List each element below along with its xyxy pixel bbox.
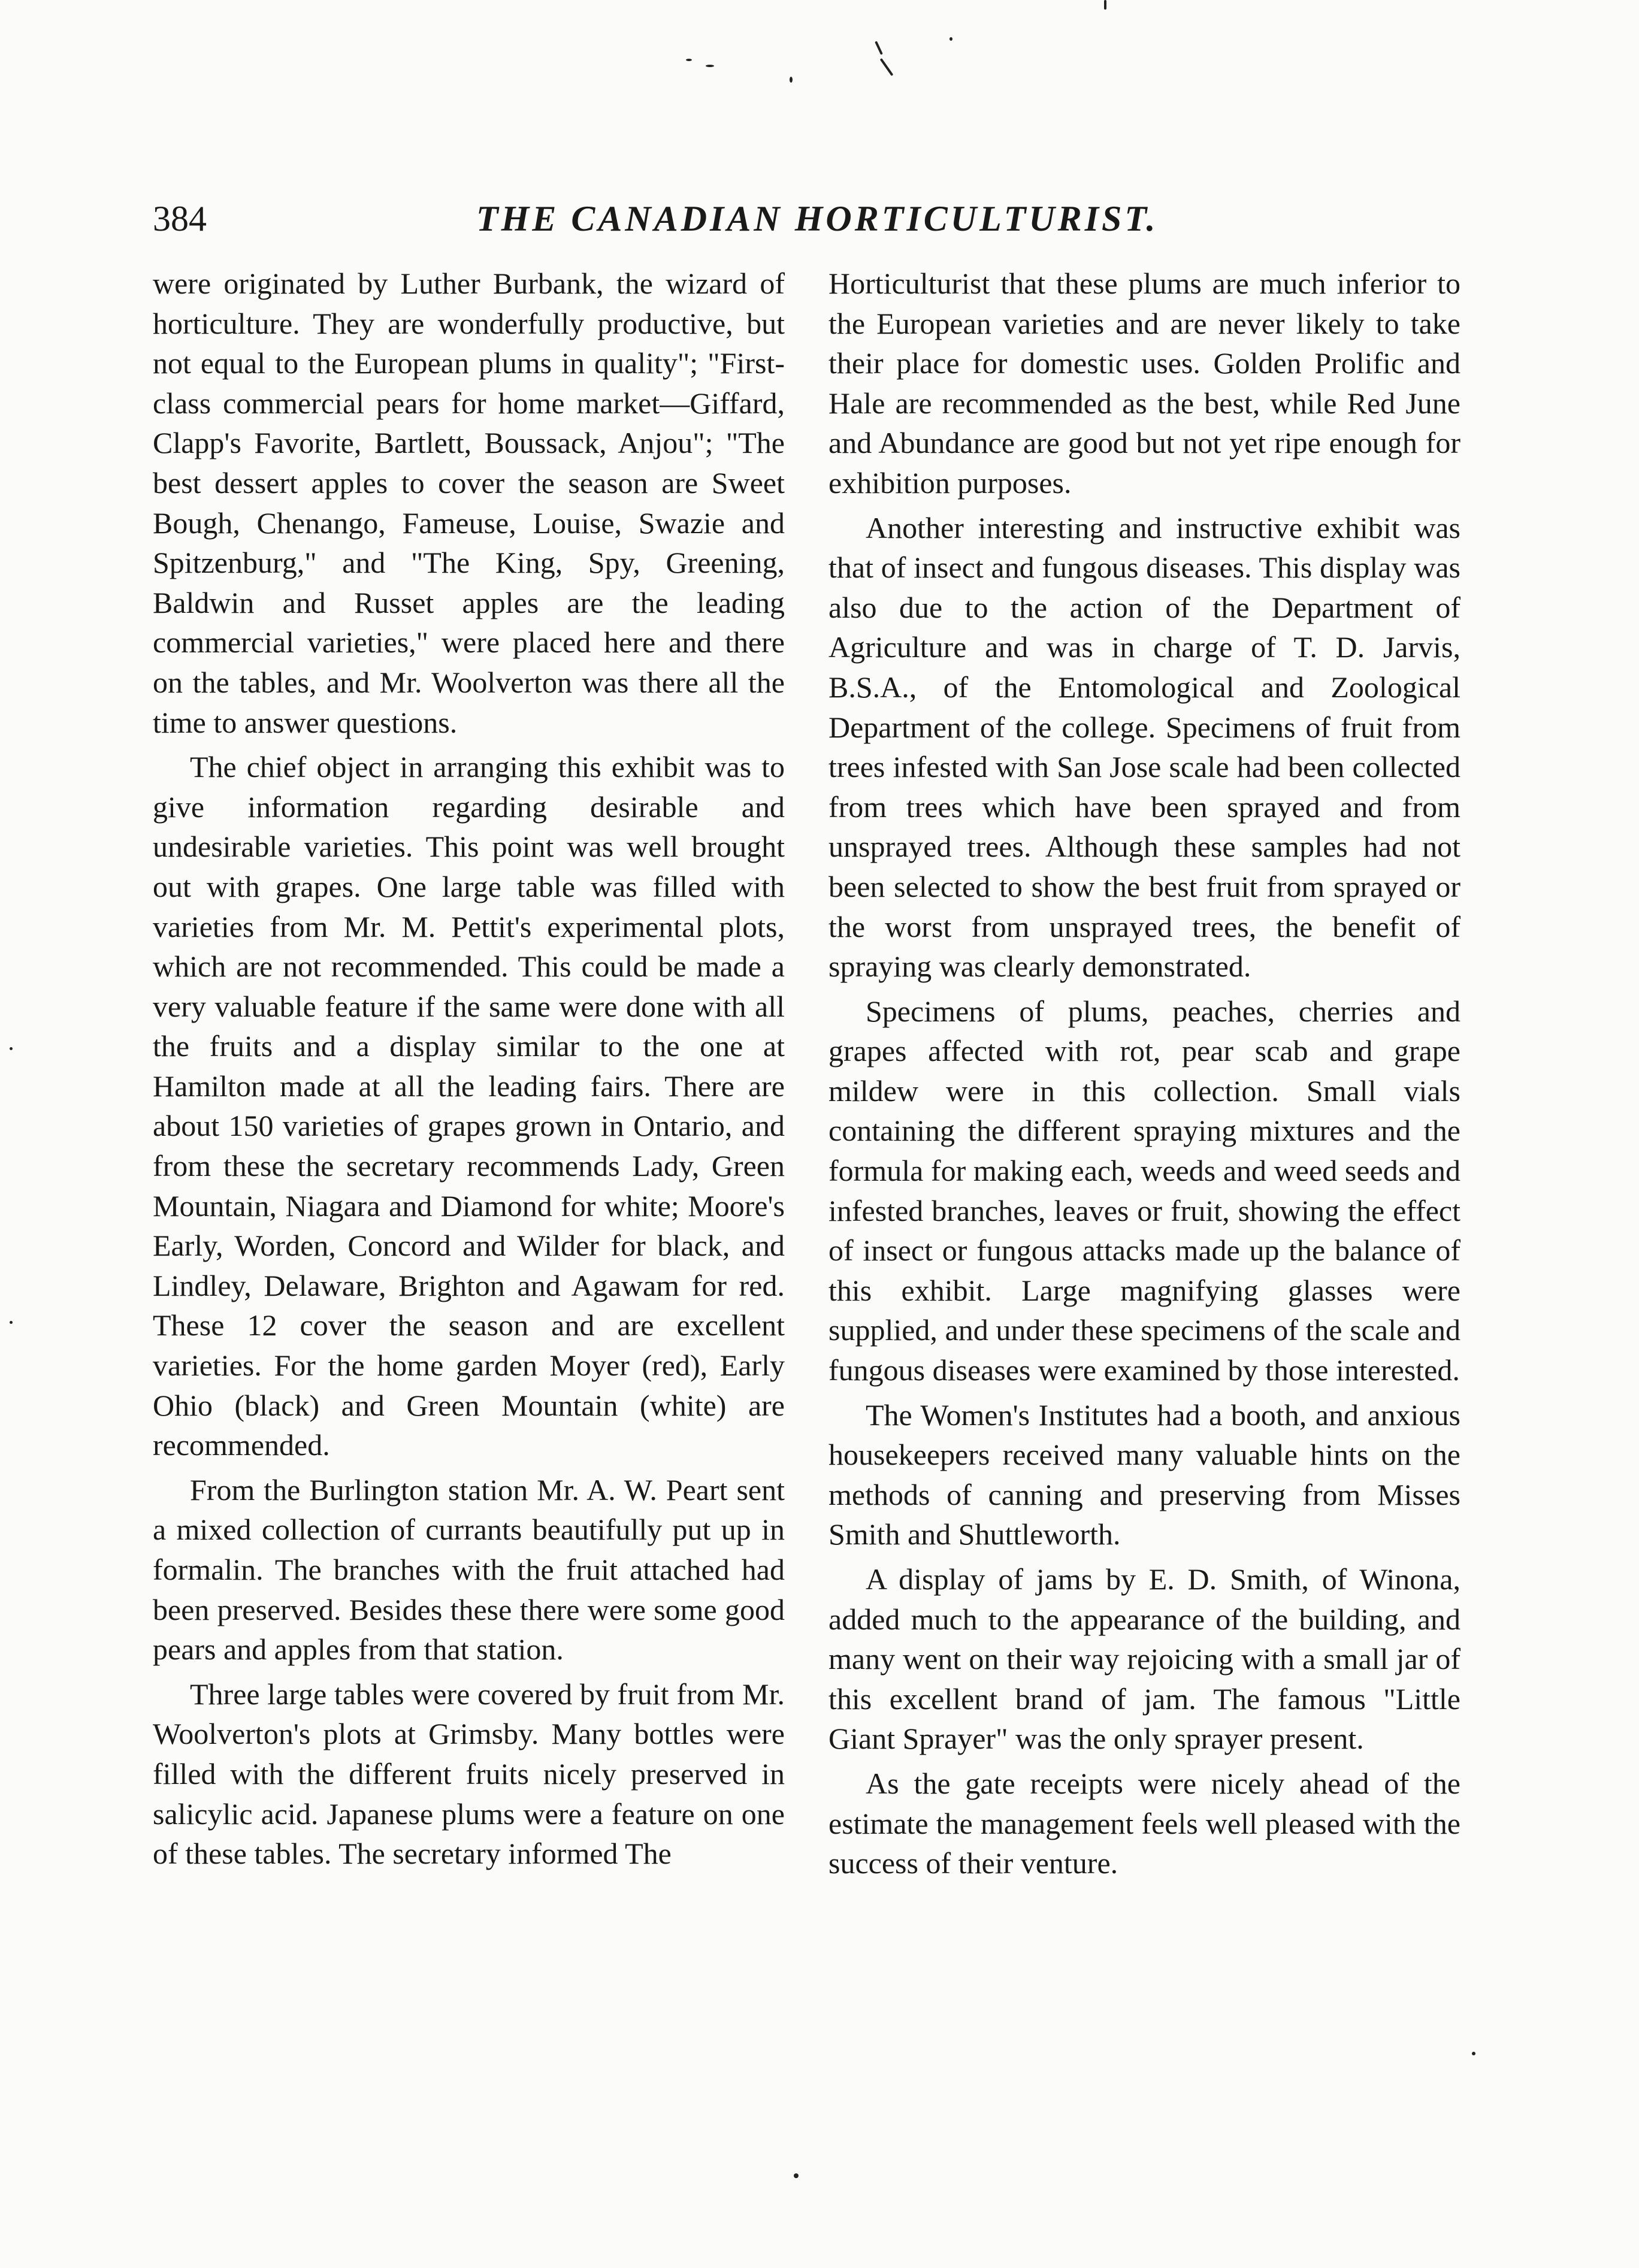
scan-speck (706, 65, 714, 67)
paragraph: Another interesting and instructive exhibit was that of insect and fungous diseases. This display was also due to the action of the Department of Agriculture and was in charge of T. D. Jarvis, B.S.A., of the Entomological and Zoological Department of the college. Specimens of fruit from trees infested with San Jose scale had been collected from trees which have been sprayed and from unsprayed trees. Although these samples had not been selected to show the best fruit from sprayed or the worst from unsprayed trees, the benefit of spraying was clearly demonstrated. (828, 510, 1460, 984)
scan-speck (10, 1321, 13, 1324)
scan-speck (10, 1047, 13, 1050)
scan-speck (1104, 0, 1106, 10)
left-column (153, 264, 785, 1879)
paragraph: were originated by Luther Burbank, the wizard of horticulture. They are wonderfully productive, but not equal to the European plums in quality"; "First-class commercial pears for home market—Giffard, Clapp's Favorite, Bartlett, Boussack, Anjou"; "The best dessert apples to cover the season are Sweet Bough, Chenango, Fameuse, Louise, Swazie and Spitzenburg," and "The King, Spy, Greening, Baldwin and Russet apples are the leading commercial varieties," were placed here and there on the tables, and Mr. Woolverton was there all the time to answer questions. (153, 267, 785, 739)
scan-speck (880, 58, 894, 76)
scan-speck (686, 59, 692, 61)
scan-speck (1472, 2052, 1475, 2055)
paragraph: A display of jams by E. D. Smith, of Winona, added much to the appearance of the building, and many went on their way rejoicing with a small jar of this excellent brand of jam. The famous "Little Giant Sprayer" was the only sprayer present. (828, 1562, 1460, 1756)
paragraph: From the Burlington station Mr. A. W. Peart sent a mixed collection of currants beautifully put up in formalin. The branches with the fruit attached had been preserved. Besides these there were some good pears and apples from that station. (153, 1472, 785, 1667)
paragraph: Specimens of plums, peaches, cherries and grapes affected with rot, pear scab and grape mildew were in this collection. Small vials containing the different spraying mixtures and the formula for making each, weeds and weed seeds and infested branches, leaves or fruit, showing the effect of insect or fungous attacks made up the balance of this exhibit. Large magnifying glasses were supplied, and under these specimens of the scale and fungous diseases were examined by those interested. (828, 994, 1460, 1387)
scan-speck (790, 77, 793, 83)
paragraph: The Women's Institutes had a booth, and anxious housekeepers received many valuable hints on the methods of canning and preserving from Misses Smith and Shuttleworth. (828, 1398, 1460, 1552)
paragraph: Horticulturist that these plums are much inferior to the European varieties and are never likely to take their place for domestic uses. Golden Prolific and Hale are recommended as the best, while Red June and Abundance are good but not yet ripe enough for exhibition purposes. (828, 267, 1460, 500)
scan-speck (794, 2173, 799, 2178)
paragraph: As the gate receipts were nicely ahead of the estimate the management feels well pleased with the success of their venture. (828, 1766, 1460, 1880)
paragraph: The chief object in arranging this exhibit was to give information regarding desirable and undesirable varieties. This point was well brought out with grapes. One large table was filled with varieties from Mr. M. Pettit's experimental plots, which are not recommended. This could be made a very valuable feature if the same were done with all the fruits and a display similar to the one at Hamilton made at all the leading fairs. There are about 150 varieties of grapes grown in Ontario, and from these the secretary recommends Lady, Green Mountain, Niagara and Diamond for white; Moore's Early, Worden, Concord and Wilder for black, and Lindley, Delaware, Brighton and Agawam for red. These 12 cover the season and are excellent varieties. For the home garden Moyer (red), Early Ohio (black) and Green Mountain (white) are recommended. (153, 750, 785, 1462)
running-title: THE CANADIAN HORTICULTURIST. (476, 199, 1159, 238)
page-number: 384 (153, 199, 207, 238)
right-column (828, 264, 1460, 1888)
page-header (153, 192, 1435, 246)
paragraph: Three large tables were covered by fruit from Mr. Woolverton's plots at Grimsby. Many bottles were filled with the different fruits nicely preserved in salicylic acid. Japanese plums were a feature on one of these tables. The secretary informed The (153, 1677, 785, 1871)
scan-speck (949, 37, 952, 41)
scan-speck (875, 41, 883, 55)
